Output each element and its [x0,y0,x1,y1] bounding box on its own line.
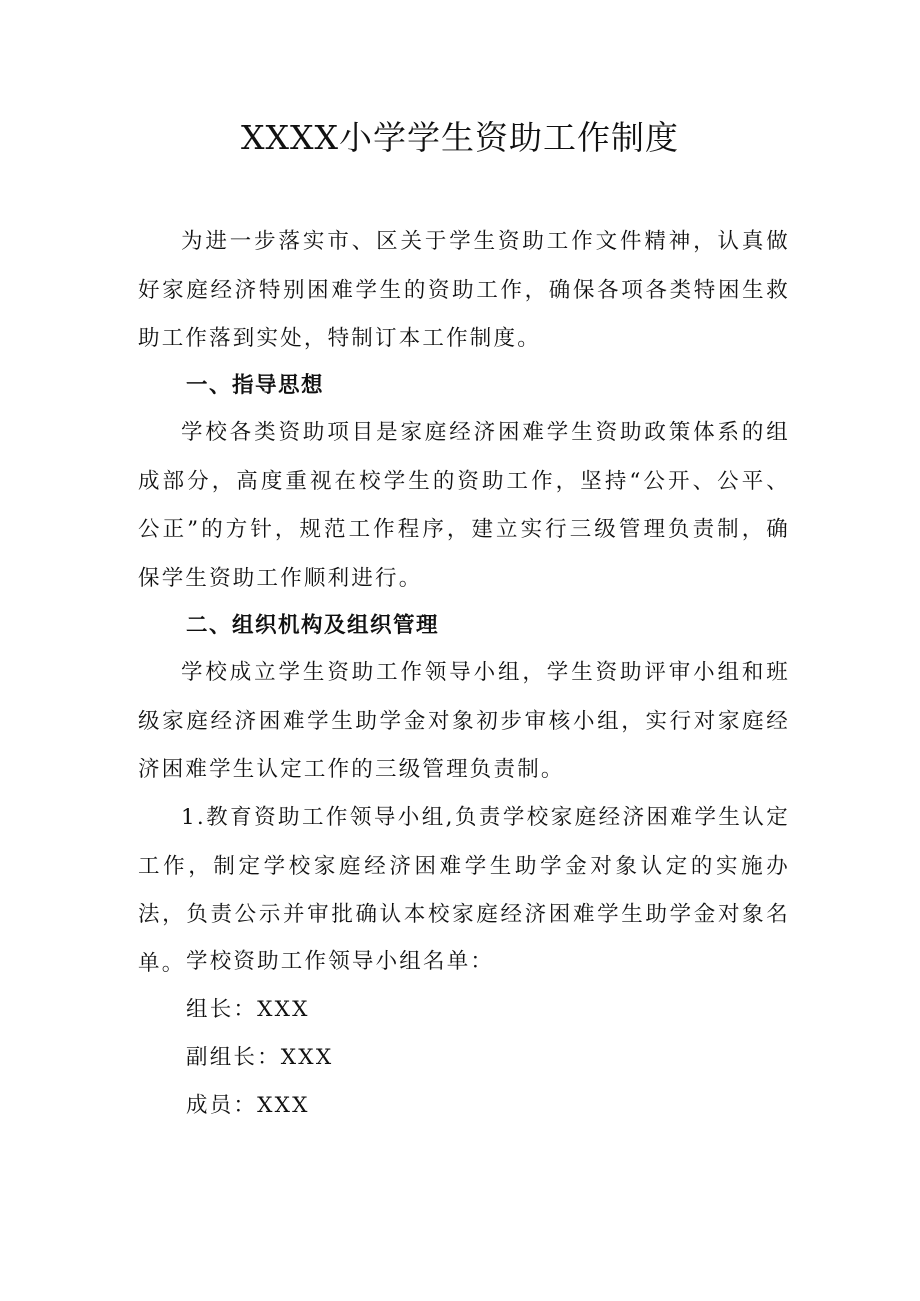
roster-heading: 学校资助工作领导小组名单： [186,949,495,974]
roster-members: 成员：XXX [186,1093,310,1118]
document-title: XXXX小学学生资助工作制度 [241,118,679,157]
item-1-paragraph: 1.教育资助工作领导小组,负责学校家庭经济困难学生认定工作，制定学校家庭经济困难学生助学金对象认定的实施办法，负责公示并审批确认本校家庭经济困难学生助学金对象名单。 [138,805,790,976]
roster-deputy: 副组长：XXX [186,1045,334,1070]
section-heading-guiding-ideology: 一、指导思想 [186,373,325,398]
section-body-guiding-ideology: 学校各类资助项目是家庭经济困难学生资助政策体系的组成部分，高度重视在校学生的资助工作，坚持“公开、公平、公正”的方针，规范工作程序，建立实行三级管理负责制，确保学生资助工作顺利进行。 [138,420,790,591]
section-body-organization: 学校成立学生资助工作领导小组，学生资助评审小组和班级家庭经济困难学生助学金对象初步审核小组，实行对家庭经济困难学生认定工作的三级管理负责制。 [138,660,790,782]
intro-paragraph: 为进一步落实市、区关于学生资助工作文件精神，认真做好家庭经济特别困难学生的资助工作，确保各项各类特困生救助工作落到实处，特制订本工作制度。 [138,229,790,351]
roster-leader: 组长：XXX [186,997,310,1022]
section-heading-organization: 二、组织机构及组织管理 [186,613,440,638]
